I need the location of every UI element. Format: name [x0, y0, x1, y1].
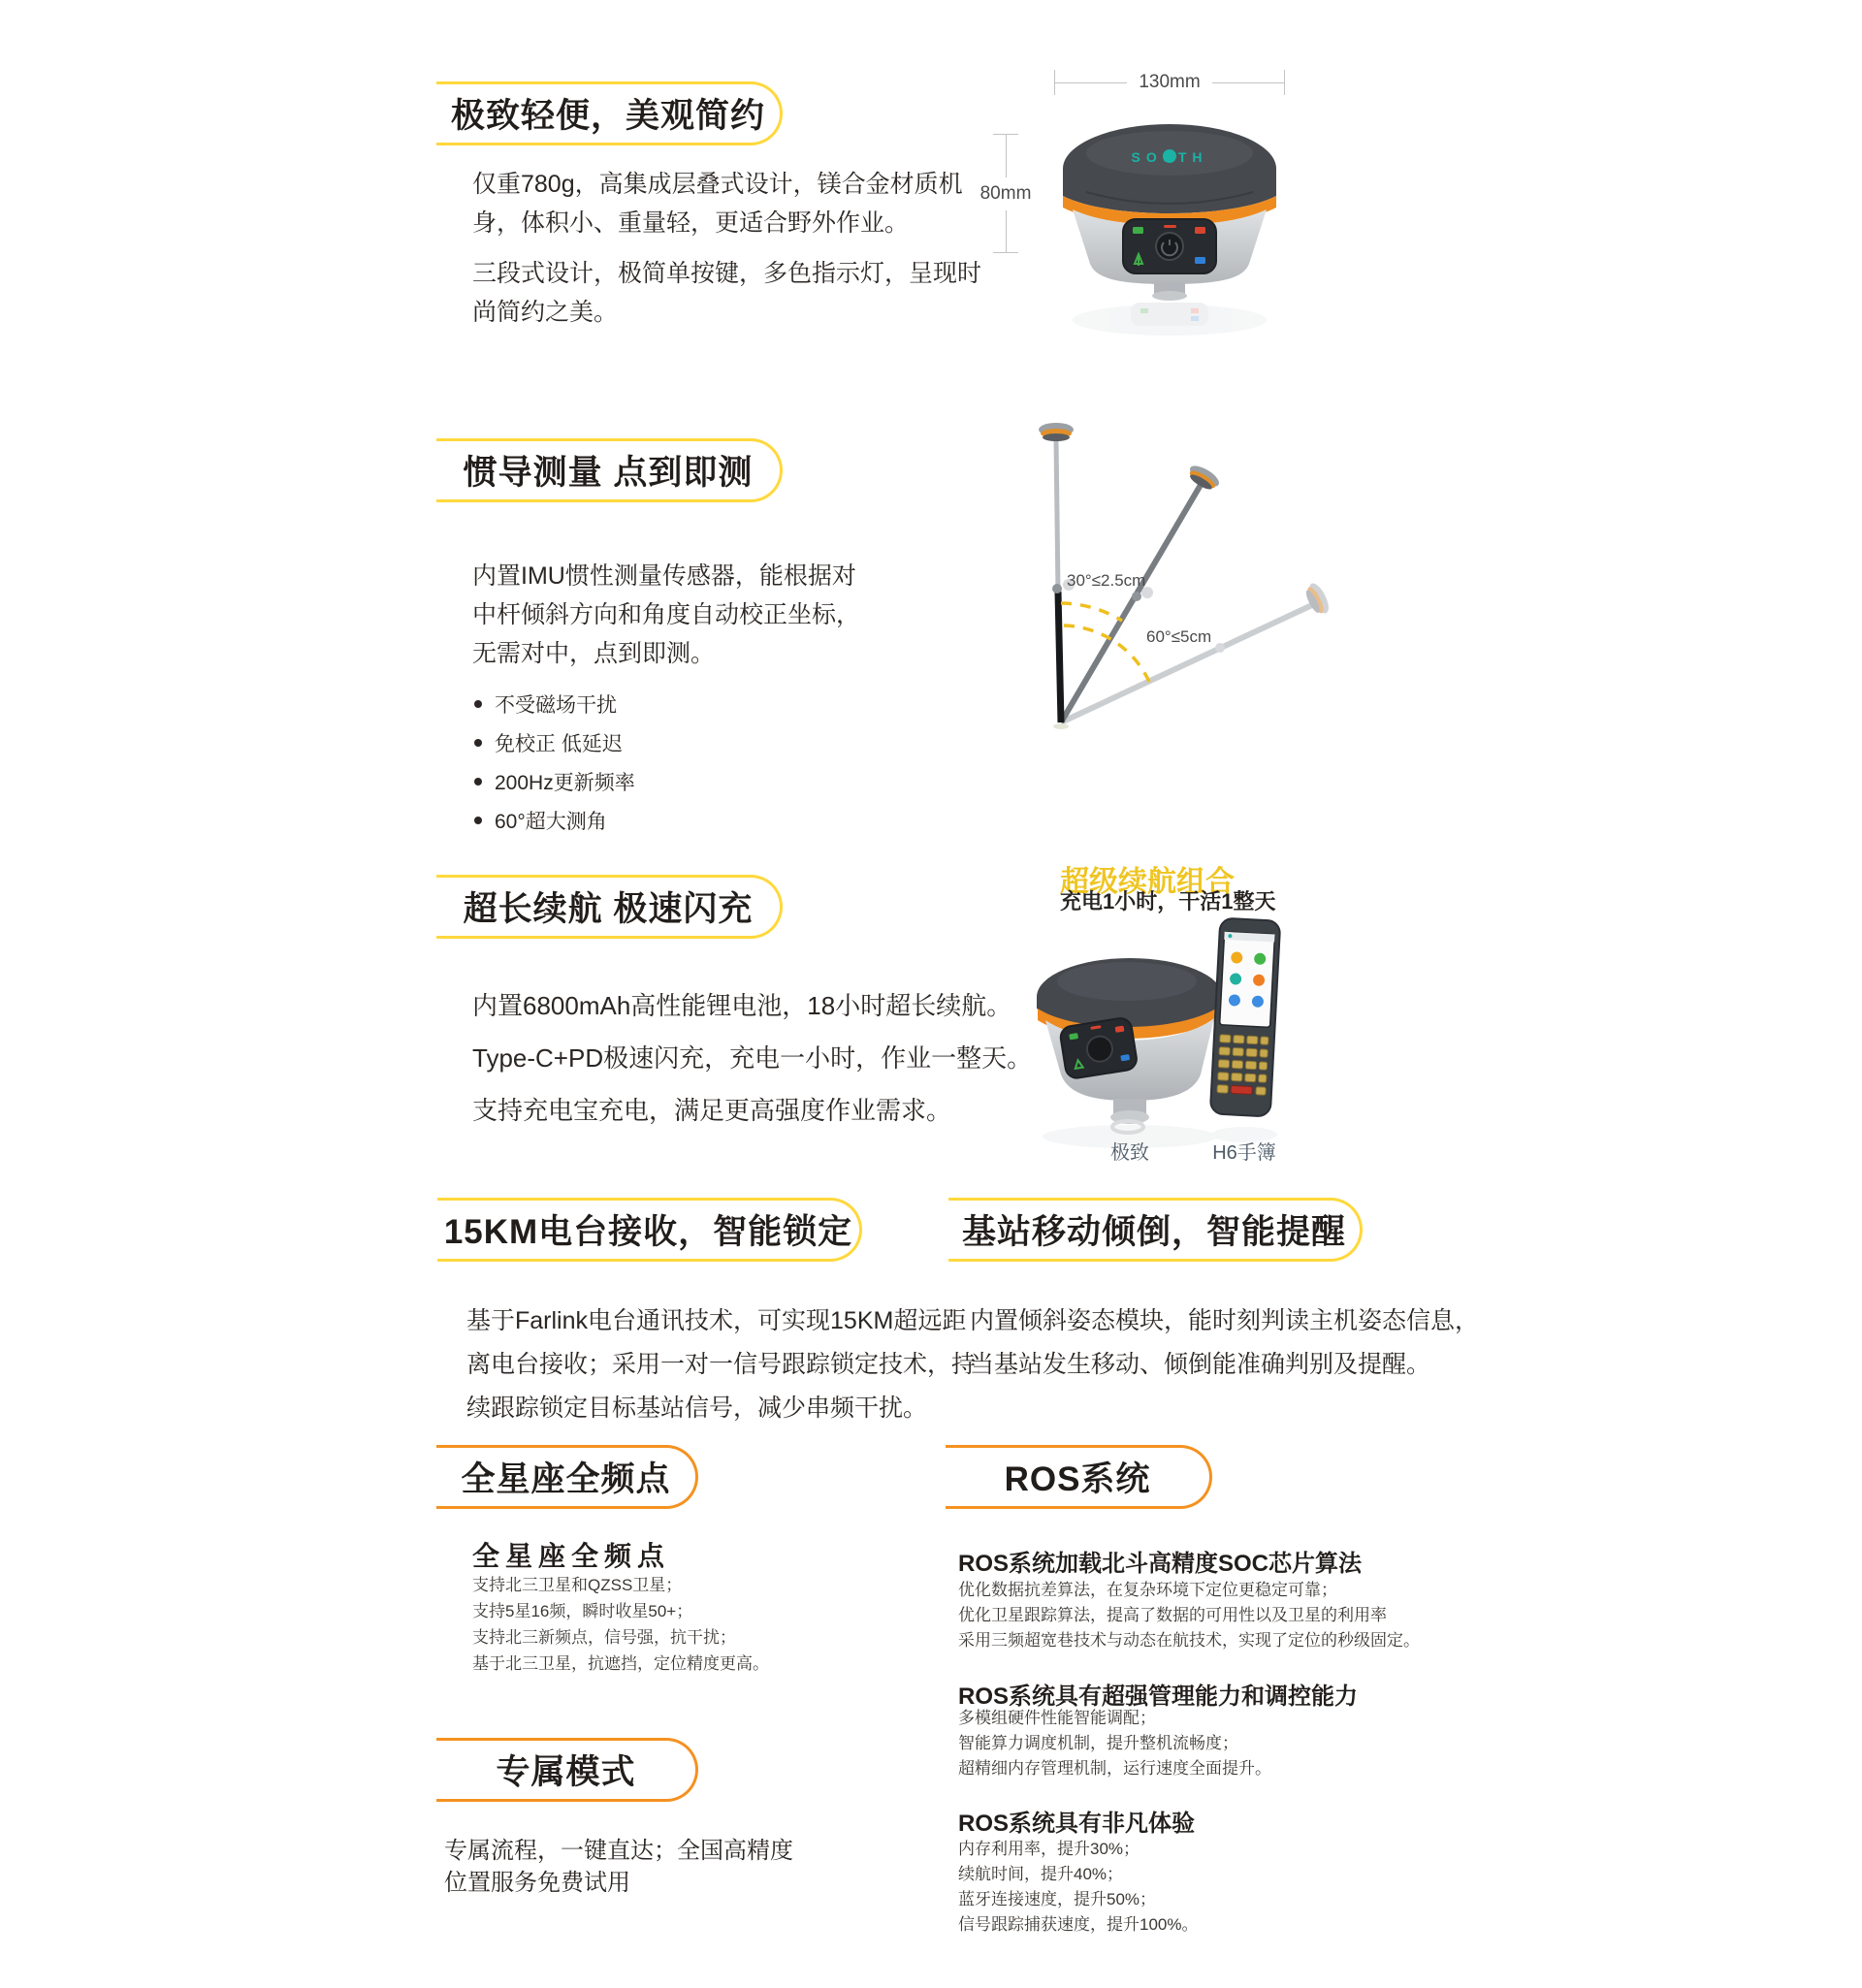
status-led-icon: [1164, 225, 1176, 228]
section-title-ros: ROS系统: [946, 1445, 1212, 1509]
bullet-text: 免校正 低延迟: [495, 733, 623, 755]
constellation-subtitle: 全星座全频点: [472, 1541, 671, 1571]
text-line: 支持北三新频点，信号强，抗干扰；: [472, 1628, 736, 1647]
text-line: 基于Farlink电台通讯技术，可实现15KM超远距: [466, 1307, 967, 1334]
text-line: 支持5星16频，瞬时收星50+；: [472, 1602, 693, 1620]
brand-logo-text: SOUTH: [1131, 149, 1208, 165]
text-line: 无需对中，点到即测。: [472, 640, 716, 667]
ros-group2-heading: ROS系统具有超强管理能力和调控能力: [958, 1683, 1359, 1710]
text-line: 多模组硬件性能智能调配；: [958, 1709, 1156, 1727]
bullet-text: 60°超大测角: [495, 811, 607, 833]
text-line: 智能算力调度机制，提升整机流畅度；: [958, 1734, 1238, 1752]
text-line: 三段式设计，极简单按键，多色指示灯，呈现时: [472, 260, 982, 287]
combo-controller: [1210, 918, 1280, 1117]
dimension-line: [1055, 82, 1127, 83]
receiver-front-image: [1049, 103, 1292, 345]
radio-paragraph: [466, 1299, 976, 1430]
list-item: [474, 723, 635, 762]
ros-group1-lines: [958, 1578, 1420, 1653]
section-title-base-alert: 基站移动倾倒，智能提醒: [948, 1198, 1363, 1262]
text-line: 仅重780g，高集成层叠式设计，镁合金材质机: [472, 171, 963, 198]
text-line: 续航时间，提升40%；: [958, 1865, 1124, 1883]
list-item: [474, 685, 635, 723]
receiver-control-panel: [1123, 219, 1216, 273]
text-line: 续跟踪锁定目标基站信号，减少串频干扰。: [466, 1395, 928, 1422]
list-item: [474, 801, 635, 840]
battery-combo-image: [1018, 912, 1348, 1154]
receiver-mount: [1152, 283, 1187, 301]
bullet-dot-icon: [474, 778, 482, 786]
ros-group2-lines: [958, 1706, 1271, 1781]
receiver-dome: [1063, 124, 1276, 213]
combo-controller-label: H6手簿: [1212, 1142, 1276, 1164]
text-line: 内置倾斜姿态模块，能时刻判读主机姿态信息，: [970, 1307, 1480, 1334]
dimension-tick: [1284, 70, 1285, 95]
dimension-tick: [993, 252, 1018, 253]
controller-screen: [1220, 932, 1275, 1028]
imu-paragraph: [472, 557, 860, 673]
dimension-height-label: 80mm: [979, 182, 1032, 204]
bullet-text: 不受磁场干扰: [495, 694, 617, 717]
bullet-dot-icon: [474, 739, 482, 747]
combo-receiver: [1037, 958, 1223, 1133]
text-line: 内置6800mAh高性能锂电池，18小时超长续航。: [472, 991, 1012, 1020]
text-line: 蓝牙连接速度，提升50%；: [958, 1890, 1157, 1908]
text-line: 中杆倾斜方向和角度自动校正坐标，: [472, 601, 861, 628]
dimension-width: [1054, 70, 1285, 95]
exclusive-paragraph: [444, 1835, 793, 1899]
bluetooth-led-icon: [1195, 257, 1205, 264]
text-line: 专属流程，一键直达；全国高精度: [444, 1838, 793, 1864]
bullet-text: 200Hz更新频率: [495, 772, 635, 794]
lightweight-paragraph-2: [472, 254, 981, 332]
text-line: Type-C+PD极速闪充，充电一小时，作业一整天。: [472, 1043, 1033, 1073]
section-title-lightweight: 极致轻便，美观简约: [436, 81, 783, 145]
radio-led-icon: [1195, 227, 1205, 234]
list-item: [474, 762, 635, 801]
text-line: 身，体积小、重量轻，更适合野外作业。: [472, 209, 910, 237]
section-title-battery: 超长续航 极速闪充: [436, 875, 783, 939]
imu-bullet-list: [474, 685, 635, 840]
text-line: 内存利用率，提升30%；: [958, 1840, 1140, 1858]
lightweight-paragraph-1: [472, 165, 963, 242]
dimension-line: [1006, 135, 1007, 177]
combo-title: 超级续航组合: [1060, 866, 1235, 898]
section-title-imu: 惯导测量 点到即测: [436, 438, 783, 502]
text-line: 优化数据抗差算法，在复杂环境下定位更稳定可靠；: [958, 1581, 1337, 1599]
angle-label-60: 60°≤5cm: [1146, 627, 1212, 646]
text-line: 支持充电宝充电，满足更高强度作业需求。: [472, 1096, 952, 1125]
bullet-dot-icon: [474, 700, 482, 708]
text-line: 超精细内存管理机制，运行速度全面提升。: [958, 1759, 1271, 1778]
text-line: 内置IMU惯性测量传感器，能根据对: [472, 562, 856, 590]
constellation-lines: [472, 1572, 769, 1677]
text-line: 支持北三卫星和QZSS卫星；: [472, 1576, 683, 1594]
battery-paragraph: [472, 979, 1032, 1137]
mini-receiver-icon: [1039, 423, 1074, 441]
bullet-dot-icon: [474, 817, 482, 824]
combo-control-panel: [1059, 1016, 1139, 1079]
ros-group3-lines: [958, 1837, 1198, 1938]
text-line: 信号跟踪捕获速度，提升100%。: [958, 1915, 1199, 1934]
combo-receiver-label: 极致: [1110, 1142, 1149, 1164]
text-line: 当基站发生移动、倾倒能准确判别及提醒。: [970, 1351, 1431, 1378]
ros-group1-heading: ROS系统加载北斗高精度SOC芯片算法: [958, 1551, 1363, 1577]
base-alert-paragraph: [970, 1299, 1479, 1387]
combo-subtitle: 充电1小时，干活1整天: [1060, 889, 1276, 914]
dimension-line: [1212, 82, 1284, 83]
angle-label-30: 30°≤2.5cm: [1067, 571, 1146, 590]
dimension-line: [1006, 210, 1007, 253]
text-line: 优化卫星跟踪算法，提高了数据的可用性以及卫星的利用率: [958, 1606, 1387, 1624]
text-line: 离电台接收；采用一对一信号跟踪锁定技术，持: [466, 1351, 977, 1378]
text-line: 位置服务免费试用: [444, 1870, 630, 1896]
section-title-exclusive: 专属模式: [436, 1738, 698, 1802]
satellite-led-icon: [1133, 227, 1143, 234]
section-title-constellation: 全星座全频点: [436, 1445, 698, 1509]
receiver-reflection: [1073, 303, 1267, 336]
arc-60deg: [1064, 625, 1149, 682]
section-title-radio: 15KM电台接收，智能锁定: [437, 1198, 862, 1262]
text-line: 采用三频超宽巷技术与动态在航技术，实现了定位的秒级固定。: [958, 1631, 1420, 1650]
dimension-width-label: 130mm: [1139, 72, 1201, 92]
dimension-height: [981, 134, 1030, 253]
text-line: 基于北三卫星，抗遮挡，定位精度更高。: [472, 1654, 769, 1673]
arc-30deg: [1061, 603, 1122, 621]
text-line: 尚简约之美。: [472, 299, 619, 326]
ros-group3-heading: ROS系统具有非凡体验: [958, 1811, 1196, 1837]
